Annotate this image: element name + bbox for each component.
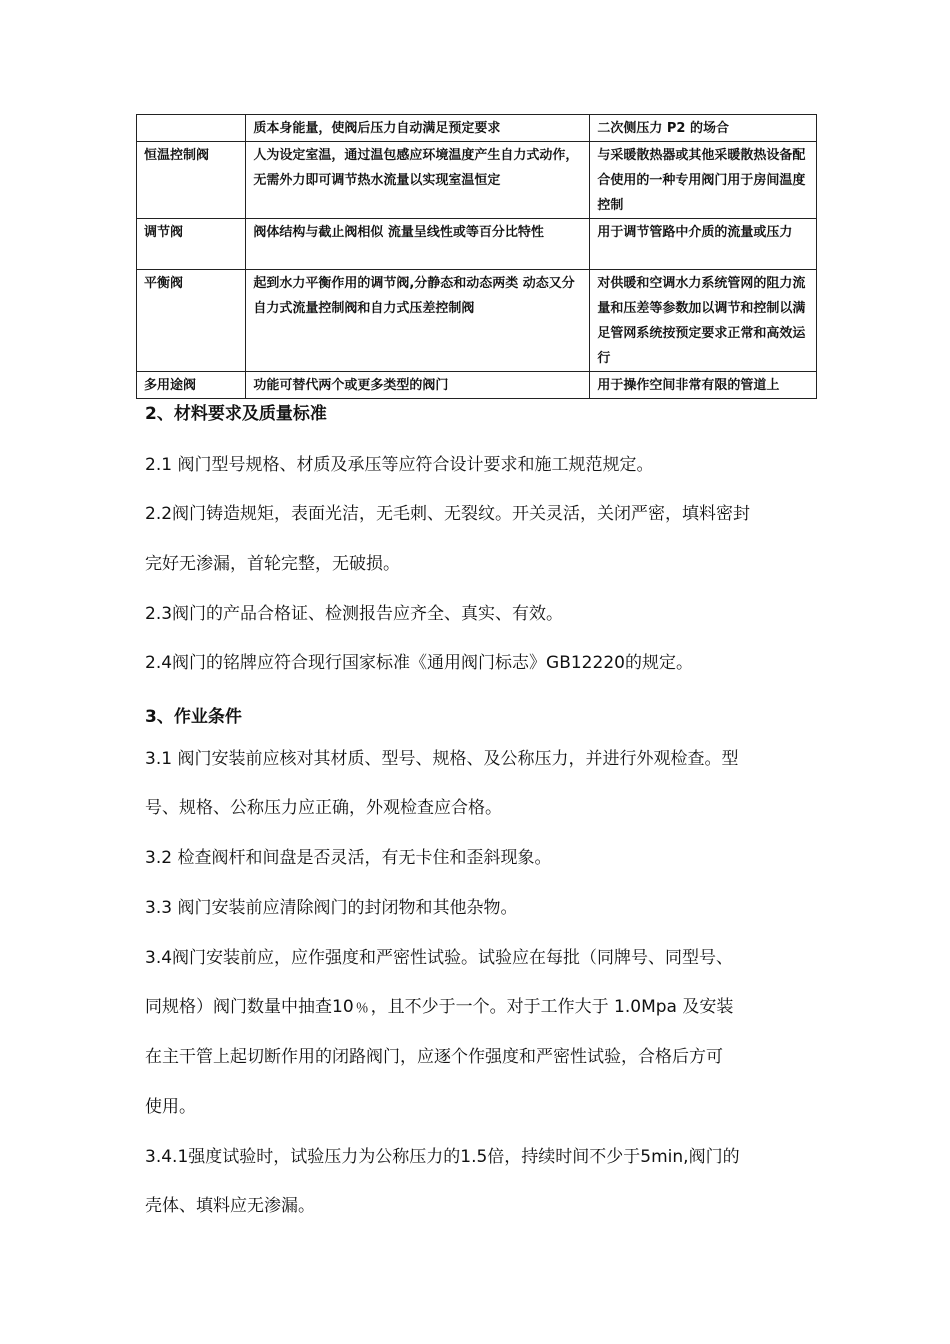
table-row xyxy=(137,142,817,219)
table-cell-use: 对供暖和空调水力系统管网的阻力流量和压差等参数加以调节和控制以满足管网系统按预定要求正常和高效运行 xyxy=(590,270,817,372)
paragraph-3-2: 3.2 检查阀杆和间盘是否灵活，有无卡住和歪斜现象。 xyxy=(145,848,552,868)
table-row xyxy=(137,372,817,399)
paragraph-2-2-line: 2.2阀门铸造规矩，表面光洁，无毛刺、无裂纹。开关灵活，关闭严密，填料密封 xyxy=(145,504,751,524)
table-cell-feature: 功能可替代两个或更多类型的阀门 xyxy=(246,372,590,399)
table-cell-name: 恒温控制阀 xyxy=(137,142,246,219)
table-cell-use: 用于操作空间非常有限的管道上 xyxy=(590,372,817,399)
paragraph-3-4-1-line: 3.4.1强度试验时，试验压力为公称压力的1.5倍，持续时间不少于5min,阀门的 xyxy=(145,1147,740,1167)
valve-type-table xyxy=(136,114,817,399)
section-heading-conditions: 3、作业条件 xyxy=(145,707,242,727)
table-cell-use: 与采暖散热器或其他采暖散热设备配合使用的一种专用阀门用于房间温度控制 xyxy=(590,142,817,219)
table-cell-use: 二次侧压力 P2 的场合 xyxy=(590,115,817,142)
table-row xyxy=(137,219,817,270)
table-cell-name: 多用途阀 xyxy=(137,372,246,399)
paragraph-3-1-line: 号、规格、公称压力应正确，外观检查应合格。 xyxy=(145,798,502,818)
paragraph-2-4: 2.4阀门的铭牌应符合现行国家标准《通用阀门标志》GB12220的规定。 xyxy=(145,653,693,673)
paragraph-2-3: 2.3阀门的产品合格证、检测报告应齐全、真实、有效。 xyxy=(145,604,564,624)
paragraph-3-4-line: 同规格）阀门数量中抽查10﹪，且不少于一个。对于工作大于 1.0Mpa 及安装 xyxy=(145,997,734,1017)
paragraph-3-4-1-line: 壳体、填料应无渗漏。 xyxy=(145,1196,315,1216)
paragraph-3-3: 3.3 阀门安装前应清除阀门的封闭物和其他杂物。 xyxy=(145,898,518,918)
table-cell-name xyxy=(137,115,246,142)
table-row xyxy=(137,115,817,142)
table-cell-name: 调节阀 xyxy=(137,219,246,270)
paragraph-3-4-line: 使用。 xyxy=(145,1097,196,1117)
table-cell-use: 用于调节管路中介质的流量或压力 xyxy=(590,219,817,270)
table-cell-name: 平衡阀 xyxy=(137,270,246,372)
section-heading-materials: 2、材料要求及质量标准 xyxy=(145,404,327,424)
table-row xyxy=(137,270,817,372)
table-cell-feature: 质本身能量，使阀后压力自动满足预定要求 xyxy=(246,115,590,142)
paragraph-3-4-line: 在主干管上起切断作用的闭路阀门，应逐个作强度和严密性试验，合格后方可 xyxy=(145,1047,723,1067)
paragraph-3-4-line: 3.4阀门安装前应，应作强度和严密性试验。试验应在每批（同牌号、同型号、 xyxy=(145,948,734,968)
paragraph-2-1: 2.1 阀门型号规格、材质及承压等应符合设计要求和施工规范规定。 xyxy=(145,455,654,475)
paragraph-3-1-line: 3.1 阀门安装前应核对其材质、型号、规格、及公称压力，并进行外观检查。型 xyxy=(145,749,739,769)
paragraph-2-2-line: 完好无渗漏，首轮完整，无破损。 xyxy=(145,554,400,574)
table-cell-feature: 人为设定室温，通过温包感应环境温度产生自力式动作，无需外力即可调节热水流量以实现室温恒定 xyxy=(246,142,590,219)
table-cell-feature: 阀体结构与截止阀相似 流量呈线性或等百分比特性 xyxy=(246,219,590,270)
table-cell-feature: 起到水力平衡作用的调节阀,分静态和动态两类 动态又分自力式流量控制阀和自力式压差控制阀 xyxy=(246,270,590,372)
